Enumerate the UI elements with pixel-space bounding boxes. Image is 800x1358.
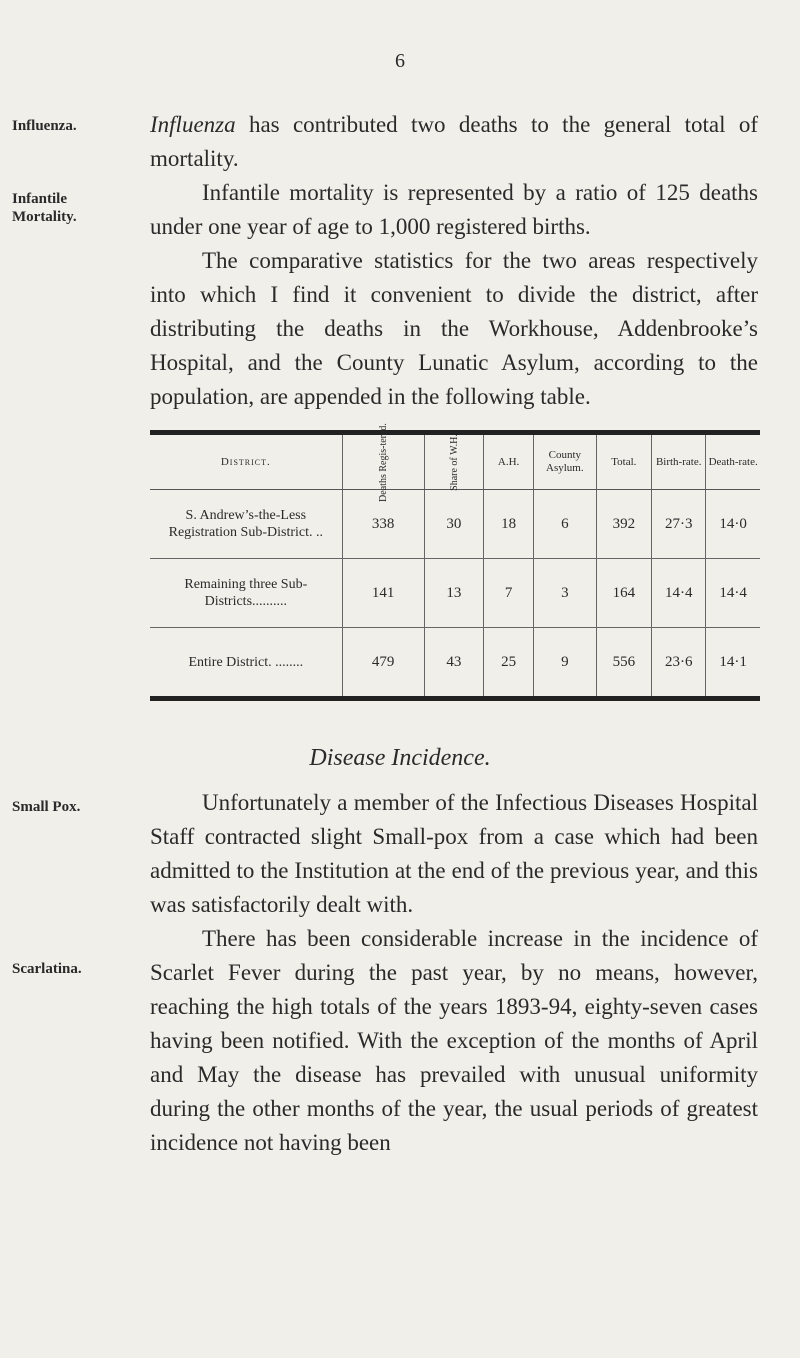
paragraph-scarlatina: There has been considerable increase in the incidence of Scarlet Fever during the past year, by no means, however, reaching the high totals of the years 1893-94, eighty-seven cases having been notified. With the exception of the months of April and May the disease has prevailed with unusual uniformity during the other months of the year, the usual periods of greatest incidence not having been: [150, 926, 758, 1155]
cell-deaths: 141: [342, 559, 424, 628]
header-county: County Asylum.: [534, 433, 597, 490]
influenza-text: has contributed two deaths to the general total of mortality.: [150, 112, 758, 171]
cell-ah: 7: [484, 559, 534, 628]
header-deaths: Deaths Regis-tered.: [342, 433, 424, 490]
disease-text: [150, 786, 758, 1160]
statistics-table: [150, 422, 760, 701]
cell-birth-rate: 27·3: [652, 490, 706, 559]
paragraph-small-pox: Unfortunately a member of the Infectious Diseases Hospital Staff contracted slight Small-pox from a case which had been admitted to the Institution at the end of the previous year, and this was satisfactorily dealt with.: [150, 790, 758, 917]
cell-total: 556: [596, 628, 652, 699]
cell-district: Remaining three Sub-Districts..........: [150, 559, 342, 628]
cell-death-rate: 14·1: [706, 628, 760, 699]
page-number: 6: [395, 50, 405, 72]
margin-note-small-pox: Small Pox.: [12, 799, 81, 815]
table-row: [150, 628, 760, 699]
cell-district: S. Andrew’s-the-Less Registration Sub-District. ..: [150, 490, 342, 559]
header-ah: A.H.: [484, 433, 534, 490]
cell-death-rate: 14·0: [706, 490, 760, 559]
influenza-emphasis: Influenza: [150, 112, 236, 137]
cell-deaths: 479: [342, 628, 424, 699]
cell-ah: 18: [484, 490, 534, 559]
margin-note-scarlatina: Scarlatina.: [12, 961, 82, 977]
header-share: Share of W.H.: [424, 433, 484, 490]
cell-death-rate: 14·4: [706, 559, 760, 628]
cell-share: 43: [424, 628, 484, 699]
margin-note-infantile-mortality: Infantile Mortality.: [12, 191, 77, 225]
cell-county: 6: [534, 490, 597, 559]
cell-share: 13: [424, 559, 484, 628]
paragraph-influenza: [150, 108, 758, 176]
table-row: [150, 490, 760, 559]
cell-share: 30: [424, 490, 484, 559]
cell-birth-rate: 14·4: [652, 559, 706, 628]
header-total: Total.: [596, 433, 652, 490]
cell-ah: 25: [484, 628, 534, 699]
table-header-row: [150, 433, 760, 490]
header-birth-rate: Birth-rate.: [652, 433, 706, 490]
cell-total: 164: [596, 559, 652, 628]
margin-note-influenza: Influenza.: [12, 118, 77, 134]
cell-total: 392: [596, 490, 652, 559]
paragraph-infantile: Infantile mortality is represented by a ratio of 125 deaths under one year of age to 1,000 registered births.: [150, 180, 758, 239]
section-heading: Disease Incidence.: [309, 745, 491, 771]
cell-county: 3: [534, 559, 597, 628]
intro-text: [150, 108, 758, 414]
cell-district: Entire District. ........: [188, 654, 304, 670]
header-death-rate: Death-rate.: [706, 433, 760, 490]
cell-birth-rate: 23·6: [652, 628, 706, 699]
paragraph-comparative: The comparative statistics for the two areas respectively into which I find it convenient to divide the district, after distributing the deaths in the Workhouse, Addenbrooke’s Hospital, and the County Lunatic Asylum, according to the population, are appended in the following table.: [150, 248, 758, 409]
cell-county: 9: [534, 628, 597, 699]
header-district: District.: [150, 433, 342, 490]
cell-deaths: 338: [342, 490, 424, 559]
table-row: [150, 559, 760, 628]
